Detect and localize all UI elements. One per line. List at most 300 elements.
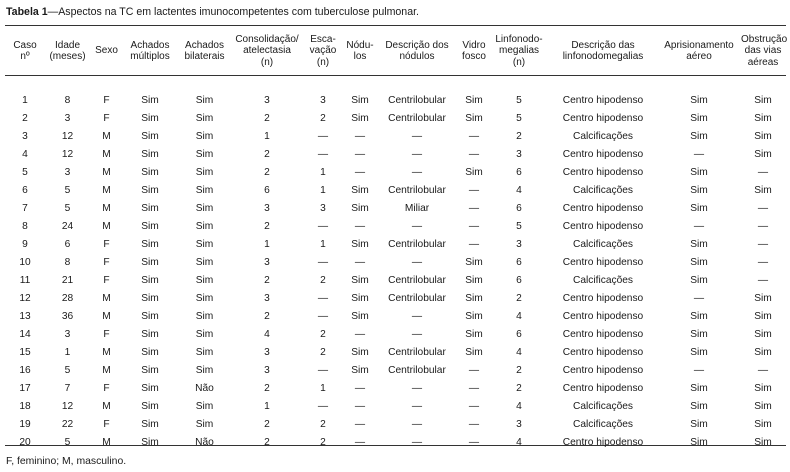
table-row bbox=[5, 415, 786, 433]
table-cell: 3 bbox=[264, 346, 270, 358]
column-header-line: Aprisionamento bbox=[664, 39, 734, 51]
table-cell: — bbox=[693, 220, 705, 232]
table-cell: Centro hipodenso bbox=[562, 148, 644, 160]
table-cell: 5 bbox=[22, 166, 28, 178]
table-cell: 2 bbox=[264, 166, 270, 178]
table-cell: Centro hipodenso bbox=[562, 328, 644, 340]
table-cell: 12 bbox=[61, 148, 74, 160]
table-cell: — bbox=[411, 436, 423, 448]
column-header bbox=[5, 29, 45, 73]
table-cell: F bbox=[103, 274, 110, 286]
table-cell: Sim bbox=[141, 130, 159, 142]
table-cell: — bbox=[411, 148, 423, 160]
table-cell: Miliar bbox=[404, 202, 430, 214]
table-cell: 5 bbox=[64, 436, 71, 448]
table-cell: Sim bbox=[690, 166, 708, 178]
table-cell: — bbox=[354, 166, 366, 178]
table-cell: 2 bbox=[320, 418, 326, 430]
table-cell: Sim bbox=[754, 418, 772, 430]
column-header-line: das vias bbox=[744, 45, 782, 57]
table-cell: M bbox=[102, 400, 111, 412]
table-cell: Sim bbox=[141, 238, 159, 250]
table-cell: Centro hipodenso bbox=[562, 382, 644, 394]
table-cell: Sim bbox=[195, 292, 214, 304]
table-cell: 6 bbox=[516, 328, 522, 340]
table-cell: 3 bbox=[264, 94, 270, 106]
table-cell: Centro hipodenso bbox=[562, 220, 644, 232]
table-cell: Sim bbox=[195, 130, 214, 142]
table-cell: — bbox=[468, 184, 480, 196]
table-cell: — bbox=[317, 130, 329, 142]
table-row bbox=[5, 91, 786, 109]
table-cell: Sim bbox=[351, 112, 369, 124]
column-header bbox=[490, 29, 548, 73]
table-cell: 12 bbox=[19, 292, 31, 304]
table-cell: 13 bbox=[19, 310, 31, 322]
table-cell: 2 bbox=[320, 328, 326, 340]
table-cell: 2 bbox=[264, 436, 270, 448]
table-cell: Sim bbox=[351, 94, 369, 106]
table-cell: 2 bbox=[516, 364, 522, 376]
table-cell: Sim bbox=[754, 148, 772, 160]
table-cell: Sim bbox=[141, 148, 159, 160]
table-cell: Centro hipodenso bbox=[562, 202, 644, 214]
table-cell: 1 bbox=[264, 238, 270, 250]
table-cell: Centrilobular bbox=[388, 184, 446, 196]
table-row bbox=[5, 379, 786, 397]
table-cell: Centrilobular bbox=[388, 274, 446, 286]
column-header-line: nº bbox=[20, 51, 30, 62]
table-cell: 3 bbox=[516, 418, 522, 430]
table-cell: F bbox=[103, 238, 110, 250]
table-cell: — bbox=[468, 382, 480, 394]
table-cell: 8 bbox=[64, 94, 71, 106]
table-cell: 4 bbox=[264, 328, 270, 340]
table-cell: — bbox=[757, 364, 769, 376]
table-cell: Sim bbox=[141, 274, 159, 286]
table-cell: — bbox=[411, 328, 423, 340]
table-row bbox=[5, 109, 786, 127]
table-cell: Centro hipodenso bbox=[562, 346, 644, 358]
table-cell: 22 bbox=[61, 418, 74, 430]
table-cell: 4 bbox=[22, 148, 28, 160]
table-cell: 3 bbox=[264, 292, 270, 304]
table-cell: Centro hipodenso bbox=[562, 292, 644, 304]
table-row bbox=[5, 433, 786, 451]
column-header-line: (n) bbox=[512, 56, 526, 68]
table-cell: Sim bbox=[141, 202, 159, 214]
table-cell: Sim bbox=[690, 328, 708, 340]
table-cell: M bbox=[102, 202, 111, 214]
table-cell: 14 bbox=[19, 328, 31, 340]
table-cell: 3 bbox=[64, 328, 71, 340]
table-cell: Não bbox=[195, 382, 214, 394]
table-footnote: F, feminino; M, masculino. bbox=[6, 456, 127, 467]
table-cell: 3 bbox=[264, 256, 270, 268]
table-cell: Sim bbox=[195, 94, 214, 106]
table-cell: Sim bbox=[195, 184, 214, 196]
table-body bbox=[5, 73, 786, 451]
table-cell: Centro hipodenso bbox=[562, 436, 644, 448]
table-cell: Centrilobular bbox=[388, 94, 446, 106]
table-cell: 1 bbox=[320, 382, 326, 394]
table-cell: Sim bbox=[351, 364, 369, 376]
table-cell: 2 bbox=[320, 274, 326, 286]
table-cell: 2 bbox=[320, 436, 326, 448]
table-cell: 2 bbox=[22, 112, 28, 124]
table-cell: M bbox=[102, 166, 111, 178]
table-cell: 3 bbox=[64, 112, 71, 124]
table-cell: — bbox=[411, 130, 423, 142]
table-cell: Sim bbox=[690, 382, 708, 394]
column-header bbox=[458, 29, 490, 73]
table-cell: Sim bbox=[351, 184, 369, 196]
table-cell: Sim bbox=[754, 382, 772, 394]
table-cell: Sim bbox=[141, 184, 159, 196]
table-row bbox=[5, 271, 786, 289]
table-cell: F bbox=[103, 112, 110, 124]
table-cell: Sim bbox=[690, 130, 708, 142]
table-cell: — bbox=[468, 238, 480, 250]
table-cell: Centro hipodenso bbox=[562, 94, 644, 106]
column-header-line: Vidro bbox=[462, 39, 486, 51]
table-cell: Centrilobular bbox=[388, 292, 446, 304]
table-cell: 5 bbox=[64, 364, 71, 376]
table-cell: F bbox=[103, 256, 110, 268]
table-cell: 1 bbox=[264, 130, 270, 142]
table-cell: 10 bbox=[19, 256, 31, 268]
table-cell: 5 bbox=[64, 202, 71, 214]
table-row bbox=[5, 307, 786, 325]
table-cell: — bbox=[468, 130, 480, 142]
table-row bbox=[5, 343, 786, 361]
column-header-line: Esca- bbox=[310, 33, 336, 45]
table-cell: 3 bbox=[264, 364, 270, 376]
table-cell: Sim bbox=[351, 292, 369, 304]
table-cell: 3 bbox=[516, 238, 522, 250]
table-cell: — bbox=[757, 238, 769, 250]
table-cell: — bbox=[354, 400, 366, 412]
table-cell: 3 bbox=[64, 166, 71, 178]
table-cell: Sim bbox=[690, 112, 708, 124]
table-cell: Sim bbox=[465, 310, 483, 322]
table-cell: Sim bbox=[754, 400, 772, 412]
table-cell: — bbox=[354, 418, 366, 430]
table-cell: — bbox=[411, 382, 423, 394]
column-header-line: Linfonodo- bbox=[495, 33, 543, 45]
table-top-rule bbox=[5, 25, 786, 26]
header-spacer bbox=[5, 73, 786, 91]
table-cell: — bbox=[354, 130, 366, 142]
table-cell: Sim bbox=[465, 292, 483, 304]
table-cell: Sim bbox=[141, 346, 159, 358]
table-cell: Sim bbox=[195, 400, 214, 412]
table-cell: Sim bbox=[141, 94, 159, 106]
table-cell: Calcificações bbox=[572, 184, 634, 196]
column-header bbox=[90, 29, 123, 73]
table-cell: Centro hipodenso bbox=[562, 364, 644, 376]
column-header-line: Consolidação/ bbox=[235, 33, 299, 45]
table-row bbox=[5, 217, 786, 235]
table-caption bbox=[6, 6, 419, 18]
table-cell: M bbox=[102, 310, 111, 322]
column-header-line: Achados bbox=[185, 39, 224, 51]
table-cell: 9 bbox=[22, 238, 28, 250]
table-cell: — bbox=[468, 148, 480, 160]
column-header-line: atelectasia bbox=[243, 45, 291, 57]
header-row bbox=[5, 29, 786, 73]
column-header bbox=[376, 29, 458, 73]
table-cell: Sim bbox=[195, 346, 214, 358]
table-cell: 2 bbox=[264, 220, 270, 232]
table-cell: — bbox=[317, 292, 329, 304]
table-cell: 2 bbox=[264, 418, 270, 430]
table-cell: 8 bbox=[64, 256, 71, 268]
table-cell: Sim bbox=[690, 202, 708, 214]
table-cell: Sim bbox=[690, 94, 708, 106]
table-cell: Sim bbox=[195, 148, 214, 160]
results-table bbox=[5, 29, 786, 451]
table-cell: Sim bbox=[141, 400, 159, 412]
table-cell: F bbox=[103, 328, 110, 340]
table-cell: Calcificações bbox=[572, 130, 634, 142]
table-cell: Sim bbox=[141, 310, 159, 322]
table-cell: — bbox=[468, 400, 480, 412]
table-cell: Sim bbox=[690, 256, 708, 268]
table-cell: — bbox=[693, 148, 705, 160]
table-cell: 28 bbox=[61, 292, 74, 304]
table-cell: Centrilobular bbox=[388, 238, 446, 250]
table-cell: — bbox=[757, 220, 769, 232]
table-cell: 6 bbox=[264, 184, 270, 196]
table-header bbox=[5, 29, 786, 73]
table-cell: 5 bbox=[516, 94, 522, 106]
table-cell: 2 bbox=[264, 382, 270, 394]
table-cell: Calcificações bbox=[572, 400, 634, 412]
table-row bbox=[5, 199, 786, 217]
table-cell: 2 bbox=[264, 148, 270, 160]
table-cell: Sim bbox=[465, 346, 483, 358]
table-cell: Sim bbox=[690, 274, 708, 286]
table-cell: Sim bbox=[754, 346, 772, 358]
table-cell: 12 bbox=[61, 400, 74, 412]
table-cell: 7 bbox=[22, 202, 28, 214]
table-cell: 6 bbox=[22, 184, 28, 196]
table-cell: — bbox=[468, 436, 480, 448]
table-cell: Sim bbox=[195, 220, 214, 232]
table-cell: Sim bbox=[195, 418, 214, 430]
table-cell: — bbox=[411, 220, 423, 232]
table-row bbox=[5, 397, 786, 415]
table-cell: Sim bbox=[690, 436, 708, 448]
table-cell: F bbox=[103, 418, 110, 430]
table-cell: Sim bbox=[754, 310, 772, 322]
table-cell: Sim bbox=[141, 382, 159, 394]
table-cell: — bbox=[317, 220, 329, 232]
table-cell: Sim bbox=[195, 202, 214, 214]
table-cell: 12 bbox=[61, 130, 74, 142]
table-cell: — bbox=[468, 418, 480, 430]
table-cell: 5 bbox=[516, 112, 522, 124]
table-cell: 1 bbox=[320, 238, 326, 250]
table-cell: — bbox=[757, 256, 769, 268]
table-cell: 3 bbox=[516, 148, 522, 160]
table-cell: Sim bbox=[754, 328, 772, 340]
table-cell: Sim bbox=[141, 166, 159, 178]
table-cell: Sim bbox=[195, 112, 214, 124]
table-cell: Sim bbox=[141, 112, 159, 124]
table-cell: 7 bbox=[64, 382, 71, 394]
table-cell: 21 bbox=[61, 274, 74, 286]
table-cell: — bbox=[693, 364, 705, 376]
table-cell: Sim bbox=[351, 346, 369, 358]
column-header-line: (n) bbox=[260, 56, 274, 68]
table-cell: Calcificações bbox=[572, 418, 634, 430]
column-header-line: múltiplos bbox=[130, 51, 170, 62]
column-header bbox=[45, 29, 90, 73]
table-cell: Sim bbox=[465, 328, 483, 340]
table-cell: 2 bbox=[516, 292, 522, 304]
table-cell: — bbox=[468, 220, 480, 232]
column-header-line: Obstrução bbox=[741, 33, 788, 45]
table-cell: M bbox=[102, 436, 111, 448]
table-cell: Centrilobular bbox=[388, 112, 446, 124]
column-header-line: (meses) bbox=[49, 51, 86, 62]
column-header bbox=[658, 29, 740, 73]
table-cell: 4 bbox=[516, 310, 522, 322]
column-header bbox=[177, 29, 232, 73]
column-header-line: aéreas bbox=[747, 56, 779, 68]
table-cell: Centrilobular bbox=[388, 346, 446, 358]
table-cell: — bbox=[757, 274, 769, 286]
table-cell: 3 bbox=[320, 202, 326, 214]
table-cell: 5 bbox=[516, 220, 522, 232]
table-cell: 6 bbox=[516, 256, 522, 268]
table-cell: 3 bbox=[264, 202, 270, 214]
table-cell: — bbox=[354, 436, 366, 448]
table-cell: Sim bbox=[141, 436, 159, 448]
table-cell: 1 bbox=[64, 346, 71, 358]
table-cell: 2 bbox=[264, 274, 270, 286]
table-cell: 18 bbox=[19, 400, 31, 412]
table-cell: M bbox=[102, 148, 111, 160]
table-cell: 1 bbox=[320, 166, 326, 178]
table-cell: Sim bbox=[754, 112, 772, 124]
table-cell: 4 bbox=[516, 436, 522, 448]
table-cell: Sim bbox=[141, 292, 159, 304]
table-cell: Sim bbox=[754, 292, 772, 304]
column-header-line: megalias bbox=[498, 45, 540, 57]
table-row bbox=[5, 289, 786, 307]
column-header bbox=[123, 29, 177, 73]
table-cell: Sim bbox=[141, 220, 159, 232]
table-cell: — bbox=[354, 382, 366, 394]
column-header-line: (n) bbox=[316, 56, 330, 68]
table-cell: 4 bbox=[516, 400, 522, 412]
table-row bbox=[5, 163, 786, 181]
table-cell: 6 bbox=[516, 274, 522, 286]
table-cell: 17 bbox=[19, 382, 31, 394]
table-cell: Sim bbox=[465, 166, 483, 178]
table-cell: Sim bbox=[195, 310, 214, 322]
table-cell: — bbox=[693, 292, 705, 304]
column-header-line: Descrição dos bbox=[385, 39, 449, 51]
table-cell: 6 bbox=[64, 238, 71, 250]
table-cell: 16 bbox=[19, 364, 31, 376]
table-cell: 2 bbox=[264, 310, 270, 322]
table-cell: — bbox=[317, 364, 329, 376]
table-cell: Sim bbox=[465, 256, 483, 268]
column-header-line: bilaterais bbox=[184, 51, 225, 62]
table-cell: Centro hipodenso bbox=[562, 310, 644, 322]
table-cell: Sim bbox=[690, 418, 708, 430]
table-cell: — bbox=[317, 256, 329, 268]
table-cell: Sim bbox=[754, 184, 772, 196]
table-cell: Sim bbox=[195, 238, 214, 250]
table-cell: M bbox=[102, 292, 111, 304]
table-caption-text: —Aspectos na TC em lactentes imunocompetentes com tuberculose pulmonar. bbox=[47, 6, 419, 18]
table-cell: Centro hipodenso bbox=[562, 112, 644, 124]
table-cell: 2 bbox=[264, 112, 270, 124]
table-cell: — bbox=[317, 310, 329, 322]
column-header bbox=[344, 29, 376, 73]
column-header-line: Nódu- bbox=[346, 39, 374, 51]
table-cell: 2 bbox=[320, 346, 326, 358]
table-cell: Sim bbox=[754, 130, 772, 142]
column-header-line: Caso bbox=[13, 39, 37, 51]
table-cell: 2 bbox=[516, 382, 522, 394]
column-header-line: aéreo bbox=[686, 51, 712, 62]
table-row bbox=[5, 253, 786, 271]
table-cell: Sim bbox=[690, 346, 708, 358]
table-cell: 36 bbox=[61, 310, 74, 322]
column-header bbox=[740, 29, 786, 73]
table-cell: Sim bbox=[690, 184, 708, 196]
table-cell: — bbox=[468, 364, 480, 376]
table-cell: 1 bbox=[264, 400, 270, 412]
table-cell: Sim bbox=[351, 310, 369, 322]
table-row bbox=[5, 235, 786, 253]
table-cell: 2 bbox=[516, 130, 522, 142]
table-cell: — bbox=[317, 400, 329, 412]
table-cell: 6 bbox=[516, 202, 522, 214]
table-cell: 1 bbox=[22, 94, 28, 106]
table-cell: Sim bbox=[690, 400, 708, 412]
column-header-line: los bbox=[353, 51, 367, 62]
table-cell: Sim bbox=[141, 328, 159, 340]
table-cell: Não bbox=[195, 436, 214, 448]
column-header-line: Sexo bbox=[95, 45, 118, 57]
table-cell: M bbox=[102, 130, 111, 142]
table-cell: 19 bbox=[19, 418, 31, 430]
table-cell: Sim bbox=[465, 94, 483, 106]
table-cell: Sim bbox=[141, 256, 159, 268]
column-header bbox=[232, 29, 302, 73]
table-caption-label: Tabela 1 bbox=[6, 6, 48, 18]
table-cell: 8 bbox=[22, 220, 28, 232]
table-cell: — bbox=[757, 202, 769, 214]
table-cell: 1 bbox=[320, 184, 326, 196]
table-cell: Sim bbox=[754, 94, 772, 106]
table-cell: Sim bbox=[351, 238, 369, 250]
table-cell: M bbox=[102, 184, 111, 196]
column-header-line: Achados bbox=[130, 39, 170, 51]
table-cell: — bbox=[354, 256, 366, 268]
table-row bbox=[5, 181, 786, 199]
table-cell: 4 bbox=[516, 346, 522, 358]
table-cell: 24 bbox=[61, 220, 74, 232]
table-cell: 6 bbox=[516, 166, 522, 178]
